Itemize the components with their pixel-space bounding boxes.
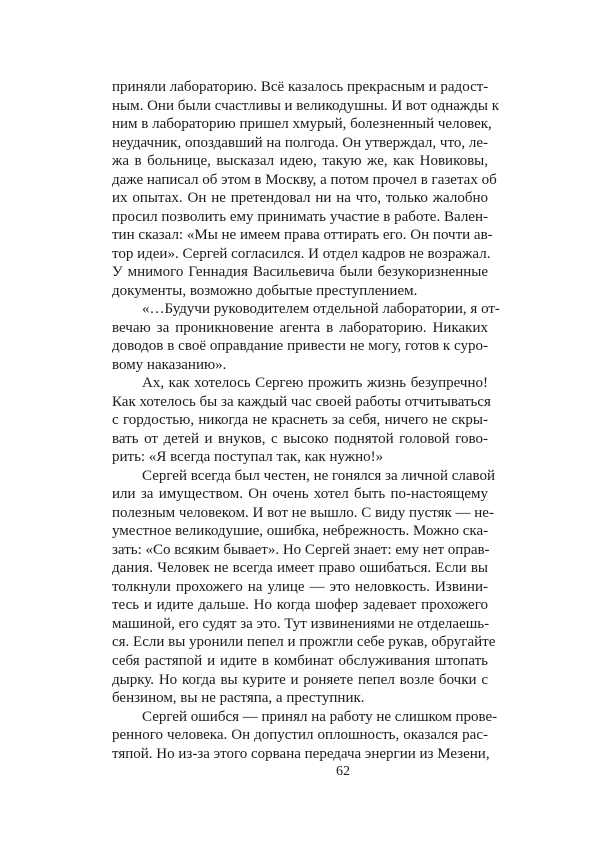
- text-line: вать от детей и внуков, с высоко поднятой головой гово-: [112, 430, 488, 447]
- text-line: доводов в своё оправдание привести не могу, готов к суро-: [112, 338, 488, 355]
- text-line: приняли лабораторию. Всё казалось прекрасным и радост-: [112, 79, 489, 95]
- text-line: тяпой. Но из-за этого сорвана передача энергии из Мезени,: [112, 745, 490, 762]
- text-line: Сергей всегда был честен, не гонялся за личной славой: [142, 467, 496, 484]
- text-line: вому наказанию».: [112, 356, 227, 373]
- text-line: дырку. Но когда вы курите и роняете пепел возле бочки с: [112, 671, 488, 688]
- text-line: тин сказал: «Мы не имеем права оттирать его. Он почти ав-: [112, 227, 493, 244]
- text-line: с гордостью, никогда не краснеть за себя, ничего не скры-: [112, 412, 488, 429]
- text-line: ся. Если вы уронили пепел и прожгли себе рукав, обругайте: [112, 634, 496, 651]
- text-line: вечаю за проникновение агента в лабораторию. Никаких: [112, 319, 488, 336]
- text-line: уместное великодушие, ошибка, небрежность. Можно ска-: [112, 523, 489, 540]
- page-number: 62: [336, 764, 350, 779]
- text-line: тор идеи». Сергей согласился. И отдел кадров не возражал.: [112, 245, 491, 262]
- text-line: тесь и идите дальше. Но когда шофер задевает прохожего: [112, 597, 488, 614]
- text-line: машиной, его судят за это. Тут извинениями не отделаешь-: [112, 615, 490, 632]
- text-line: ним в лабораторию пришел хмурый, болезненный человек,: [112, 116, 492, 133]
- text-line: себя растяпой и идите в комбинат обслуживания штопать: [112, 652, 488, 669]
- text-line: жа в больнице, высказал идею, такую же, как Новиковы,: [112, 153, 488, 170]
- text-line: У мнимого Геннадия Васильевича были безукоризненные: [112, 264, 488, 281]
- text-line: зать: «Со всяким бывает». Но Сергей знает: ему нет оправ-: [112, 541, 490, 558]
- text-line: рить: «Я всегда поступал так, как нужно!»: [112, 449, 384, 466]
- text-line: Ах, как хотелось Сергею прожить жизнь безупречно!: [142, 375, 488, 392]
- text-line: или за имуществом. Он очень хотел быть по-настоящему: [112, 486, 488, 503]
- text-line: неудачник, опоздавший на полгода. Он утверждал, что, ле-: [112, 134, 488, 151]
- text-line: просил позволить ему принимать участие в работе. Вален-: [112, 208, 488, 225]
- text-line: полезным человеком. И вот не вышло. С виду пустяк — не-: [112, 504, 494, 521]
- text-line: даже написал об этом в Москву, а потом прочел в газетах об: [112, 171, 497, 188]
- body-text: [112, 78, 500, 763]
- text-line: «…Будучи руководителем отдельной лаборатории, я от-: [142, 301, 500, 318]
- text-line: Как хотелось бы за каждый час своей работы отчитываться: [112, 393, 491, 410]
- text-line: Сергей ошибся — принял на работу не слишком прове-: [142, 708, 498, 725]
- text-line: ным. Они были счастливы и великодушны. И вот однажды к: [112, 97, 500, 114]
- text-line: ренного человека. Он допустил оплошность, оказался рас-: [112, 727, 488, 744]
- text-line: бензином, вы не растяпа, а преступник.: [112, 690, 365, 707]
- text-line: их опытах. Он не претендовал ни на что, только жалобно: [112, 190, 488, 207]
- text-line: дания. Человек не всегда имеет право ошибаться. Если вы: [112, 560, 488, 577]
- text-line: толкнули прохожего на улице — это неловкость. Извини-: [112, 578, 488, 595]
- text-line: документы, возможно добытые преступлением.: [112, 282, 418, 299]
